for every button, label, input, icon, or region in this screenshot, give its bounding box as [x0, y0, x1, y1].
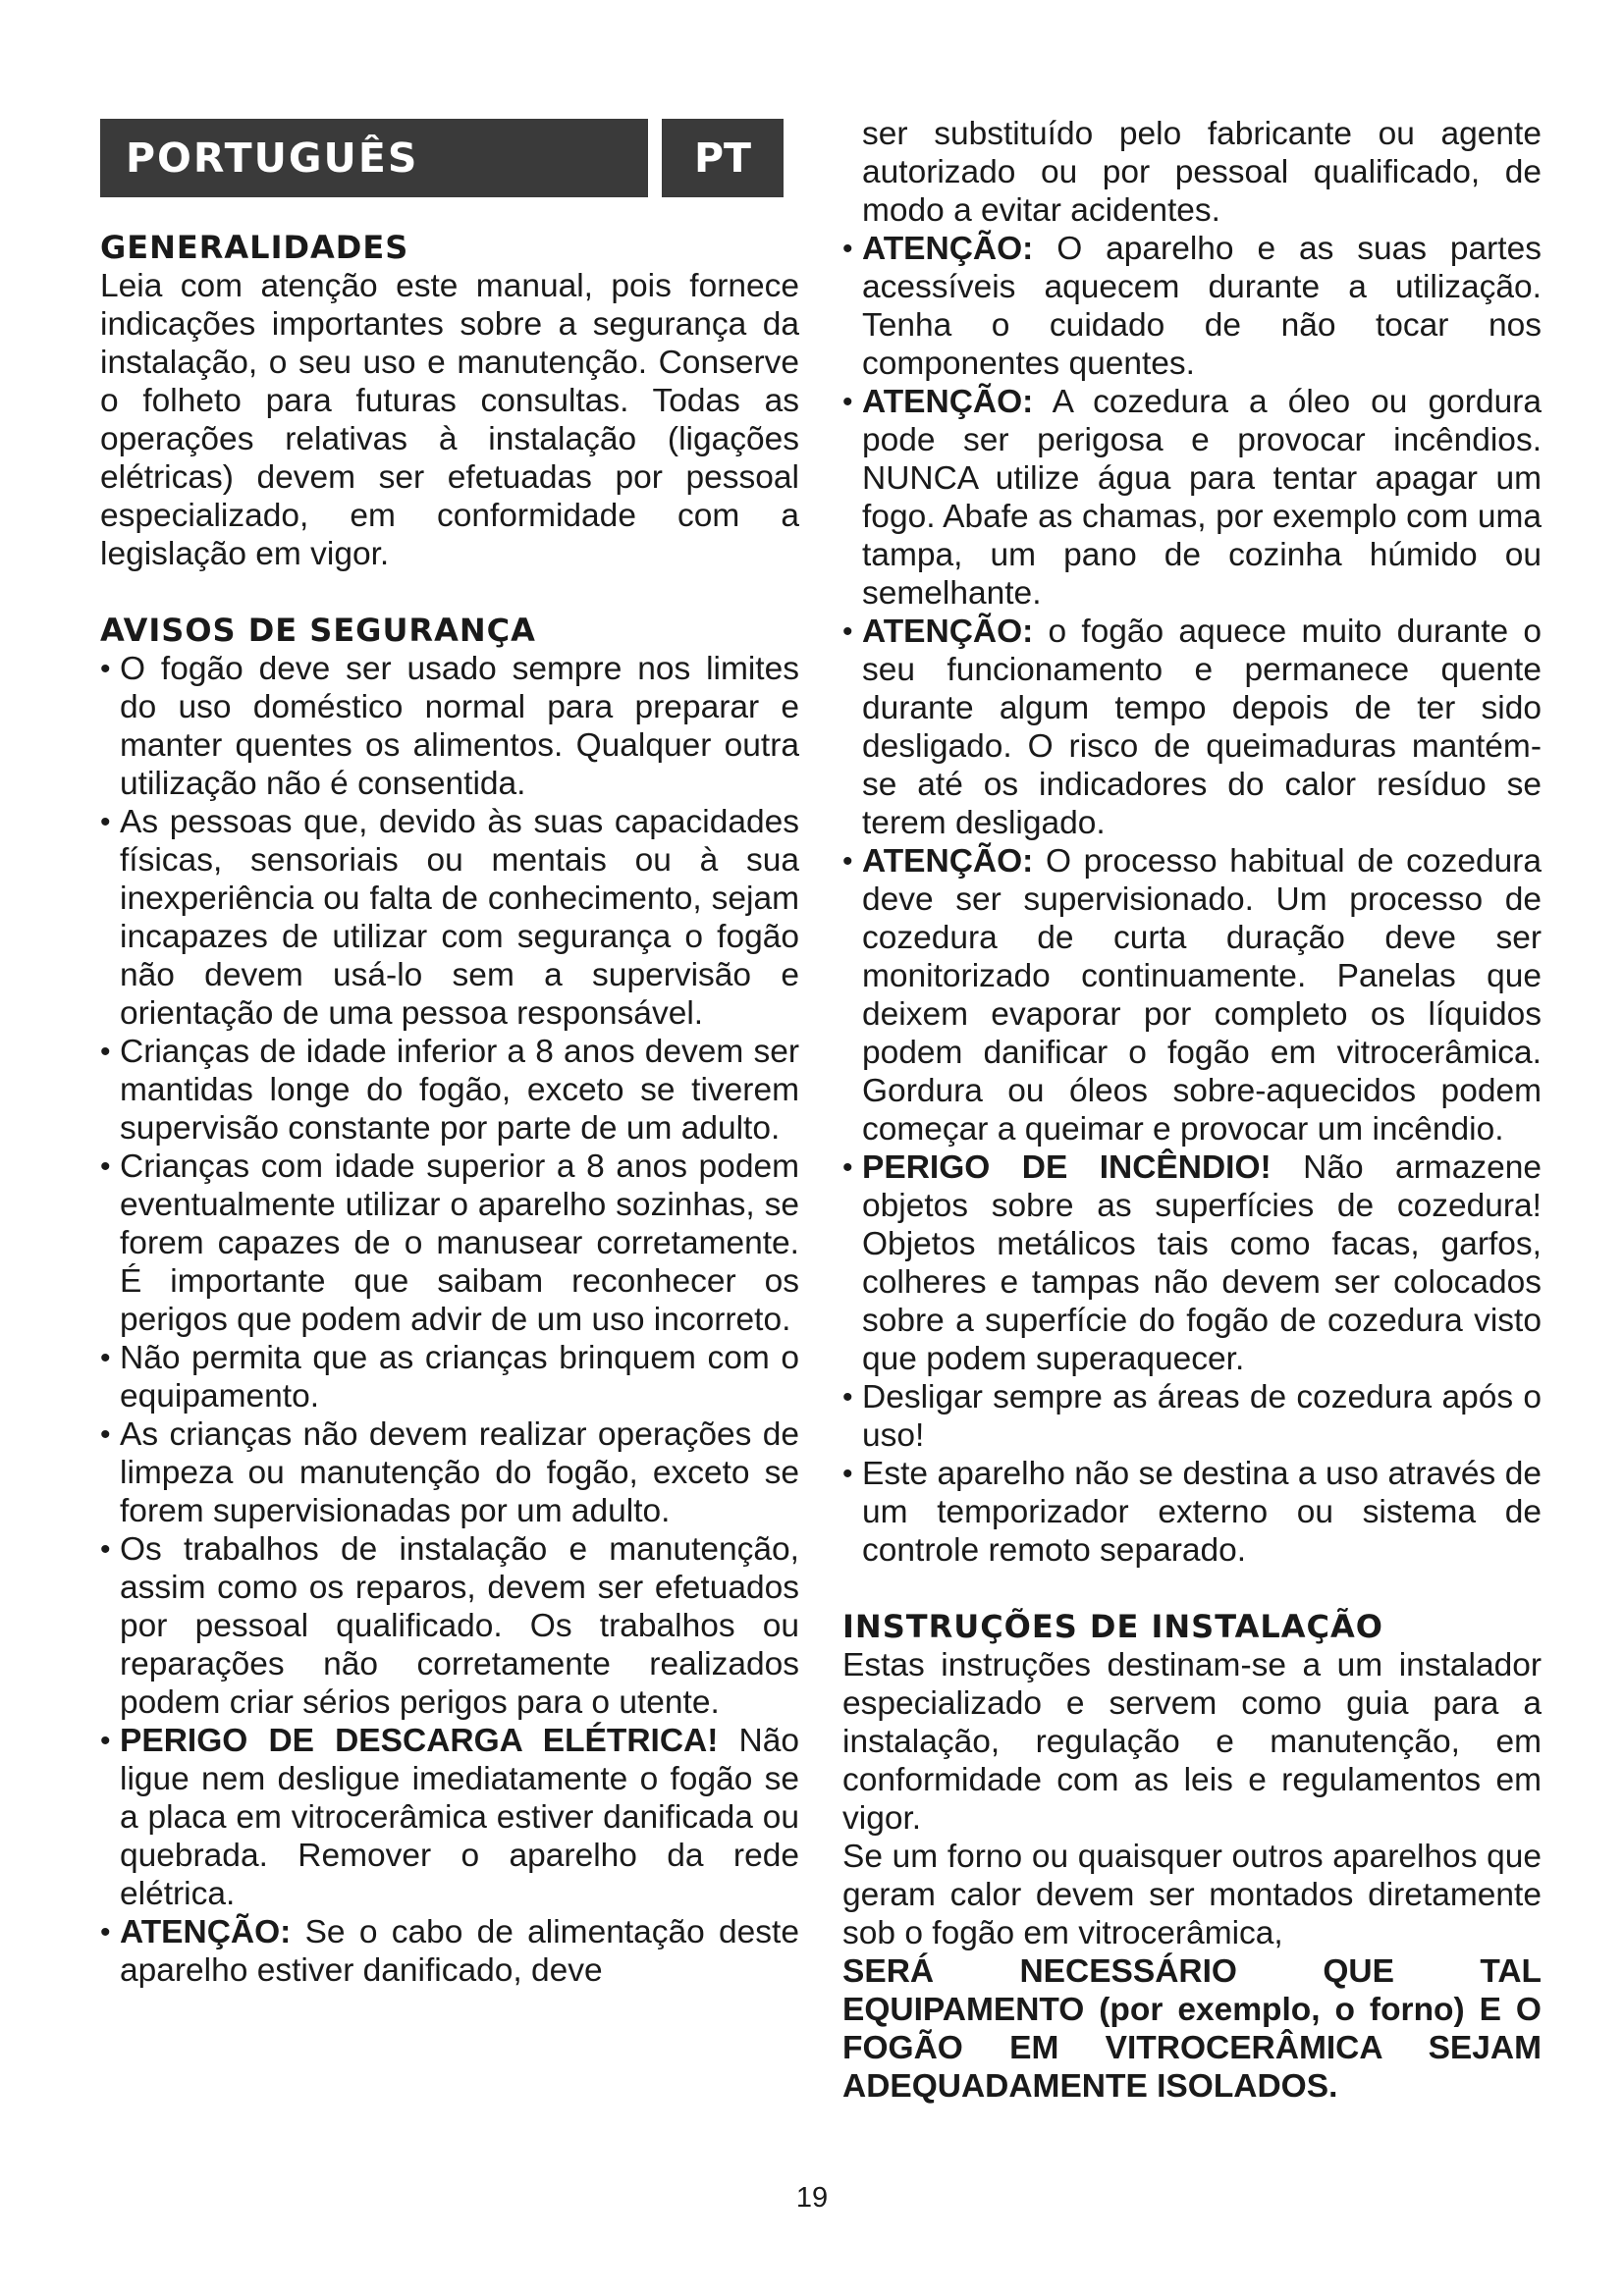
general-paragraph: Leia com atenção este manual, pois fornece indicações importantes sobre a segurança da instalação, o seu uso e manutenção. Conserve o folheto para futuras consultas. Todas as operações relativas à instalação (ligações elétricas) devem ser efetuadas por pessoal especializado, em conformidade com a legislação em vigor. [100, 268, 799, 572]
safety-item: • Crianças de idade inferior a 8 anos devem ser mantidas longe do fogão, exceto se tiverem supervisão constante por parte de um adulto. [100, 1033, 799, 1148]
safety-item: • ATENÇÃO: Se o cabo de alimentação deste aparelho estiver danificado, deve [100, 1913, 799, 1990]
installation-heading: INSTRUÇÕES DE INSTALAÇÃO [842, 1608, 1383, 1645]
safety-item: • As crianças não devem realizar operações de limpeza ou manutenção do fogão, exceto se forem supervisionadas por um adulto. [100, 1415, 799, 1530]
safety-item: • ATENÇÃO: O aparelho e as suas partes acessíveis aquecem durante a utilização. Tenha o cuidado de não tocar nos componentes quentes. [842, 230, 1542, 383]
right-column [842, 115, 1542, 2106]
safety-item: • O fogão deve ser usado sempre nos limites do uso doméstico normal para preparar e manter quentes os alimentos. Qualquer outra utilização não é consentida. [100, 650, 799, 803]
left-column [100, 229, 799, 1990]
general-heading: GENERALIDADES [100, 229, 409, 266]
safety-item: • PERIGO DE DESCARGA ELÉTRICA! Não ligue nem desligue imediatamente o fogão se a placa em vitrocerâmica estiver danificada ou quebrada. Remover o aparelho da rede elétrica. [100, 1722, 799, 1913]
safety-item: • Crianças com idade superior a 8 anos podem eventualmente utilizar o aparelho sozinhas, se forem capazes de o manusear corretamente. É importante que saibam reconhecer os perigos que podem advir de um uso incorreto. [100, 1148, 799, 1339]
installation-paragraph-2: Se um forno ou quaisquer outros aparelhos que geram calor devem ser montados diretamente sob o fogão em vitrocerâmica, [842, 1839, 1542, 1951]
safety-item: • ATENÇÃO: O processo habitual de cozedura deve ser supervisionado. Um processo de cozedura de curta duração deve ser monitorizado continuamente. Panelas que deixem evaporar por completo os líquidos podem danificar o fogão em vitrocerâmica. Gordura ou óleos sobre-aquecidos podem começar a queimar e provocar um incêndio. [842, 842, 1542, 1148]
safety-item: • Não permita que as crianças brinquem com o equipamento. [100, 1339, 799, 1415]
safety-item: • PERIGO DE INCÊNDIO! Não armazene objetos sobre as superfícies de cozedura! Objetos metálicos tais como facas, garfos, colheres e tampas não devem ser colocados sobre a superfície do fogão de cozedura visto que podem superaquecer. [842, 1148, 1542, 1378]
safety-list-left [100, 650, 799, 1990]
language-title: PORTUGUÊS [100, 119, 648, 197]
safety-item: • Este aparelho não se destina a uso através de um temporizador externo ou sistema de controle remoto separado. [842, 1455, 1542, 1570]
safety-continuation: ser substituído pelo fabricante ou agente autorizado ou por pessoal qualificado, de modo a evitar acidentes. [862, 116, 1542, 229]
page-number: 19 [795, 2182, 829, 2214]
installation-paragraph-1: Estas instruções destinam-se a um instalador especializado e servem como guia para a instalação, regulação e manutenção, em conformidade com as leis e regulamentos em vigor. [842, 1647, 1542, 1837]
safety-item: • ATENÇÃO: o fogão aquece muito durante o seu funcionamento e permanece quente durante algum tempo depois de ter sido desligado. O risco de queimaduras mantém-se até os indicadores do calor resíduo se terem desligado. [842, 613, 1542, 842]
installation-warning: SERÁ NECESSÁRIO QUE TAL EQUIPAMENTO (por exemplo, o forno) E O FOGÃO EM VITROCERÂMICA SEJAM ADEQUADAMENTE ISOLADOS. [842, 1953, 1542, 2105]
safety-item: • Os trabalhos de instalação e manutenção, assim como os reparos, devem ser efetuados por pessoal qualificado. Os trabalhos ou reparações não corretamente realizados podem criar sérios perigos para o utente. [100, 1530, 799, 1722]
safety-item: • Desligar sempre as áreas de cozedura após o uso! [842, 1378, 1542, 1455]
safety-item: • ATENÇÃO: A cozedura a óleo ou gordura pode ser perigosa e provocar incêndios. NUNCA utilize água para tentar apagar um fogo. Abafe as chamas, por exemplo com uma tampa, um pano de cozinha húmido ou semelhante. [842, 383, 1542, 613]
language-code: PT [662, 119, 784, 197]
safety-item: • As pessoas que, devido às suas capacidades físicas, sensoriais ou mentais ou à sua inexperiência ou falta de conhecimento, sejam incapazes de utilizar com segurança o fogão não devem usá-lo sem a supervisão e orientação de uma pessoa responsável. [100, 803, 799, 1033]
safety-list-right [842, 230, 1542, 1570]
safety-heading: AVISOS DE SEGURANÇA [100, 612, 536, 649]
page-header [100, 119, 784, 197]
